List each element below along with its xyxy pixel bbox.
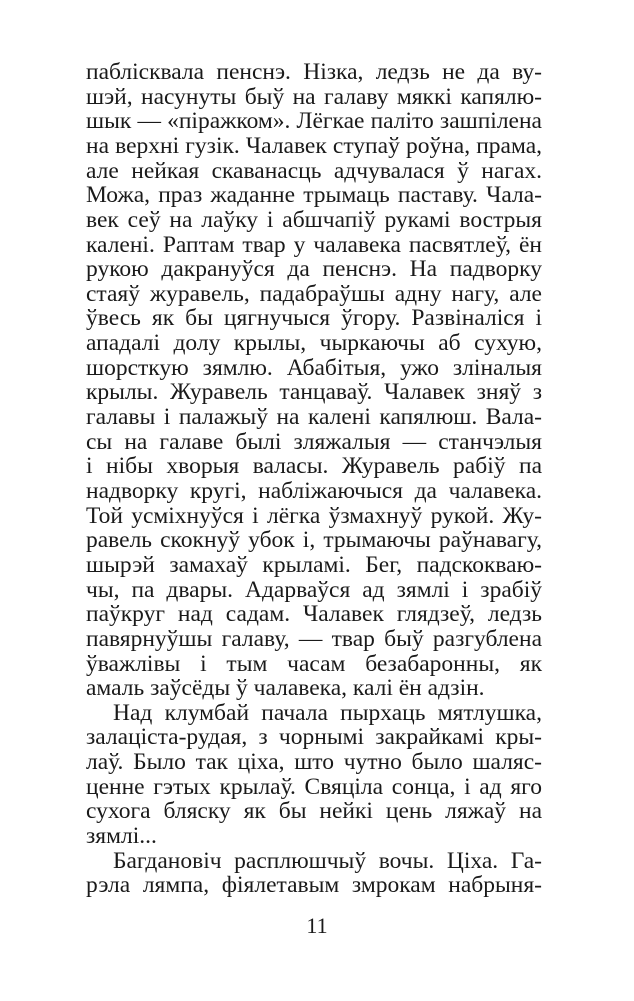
text-line: равель скокнуў убок і, трымаючы раўнавагу, bbox=[86, 527, 542, 554]
text-line: павярнуўшы галаву, — твар быў разгублена bbox=[86, 625, 542, 652]
text-line: сухога бляску як бы нейкі цень ляжаў на bbox=[86, 798, 542, 825]
text-line: паблісквала пенснэ. Нізка, ледзь не да ву- bbox=[86, 59, 542, 85]
text-line: ўважлівы і тым часам безабаронны, як bbox=[86, 650, 542, 677]
text-line: лаў. Было так ціха, што чутно было шаляс- bbox=[86, 749, 542, 776]
text-line: Той усміхнуўся і лёгка ўзмахнуў рукой. Жу- bbox=[86, 502, 542, 529]
text-line: чы, па двары. Адарваўся ад зямлі і зрабіў bbox=[86, 576, 542, 603]
text-line: амаль заўсёды ў чалавека, калі ён адзін. bbox=[86, 675, 485, 702]
text-line: Можа, праз жаданне трымаць паставу. Чала- bbox=[86, 182, 542, 209]
page-number: 11 bbox=[306, 913, 328, 938]
text-line: на верхні гузік. Чалавек ступаў роўна, прама, bbox=[86, 132, 542, 159]
text-line: рэла лямпа, фіялетавым змрокам набрыня- bbox=[86, 872, 542, 899]
text-line: ападалі долу крылы, чыркаючы аб сухую, bbox=[86, 330, 542, 357]
text-line: Багдановіч расплюшчыў вочы. Ціха. Га- bbox=[113, 847, 542, 874]
text-line: крылы. Журавель танцаваў. Чалавек зняў з bbox=[86, 379, 542, 406]
text-line: зямлі... bbox=[86, 823, 157, 850]
text-line: век сеў на лаўку і абшчапіў рукамі вострыя bbox=[86, 206, 542, 233]
text-line: галавы і палажыў на калені капялюш. Вала- bbox=[86, 404, 542, 431]
text-line: рукою дакрануўся да пенснэ. На падворку bbox=[86, 256, 542, 283]
text-line: шорсткую зямлю. Абабітыя, ужо зліналыя bbox=[86, 354, 542, 381]
text-line: ценне гэтых крылаў. Свяціла сонца, і ад яго bbox=[86, 773, 542, 800]
text-line: надворку кругі, набліжаючыся да чалавека. bbox=[86, 478, 542, 504]
text-line: ўвесь як бы цягнучыся ўгору. Развіналіся і bbox=[86, 305, 542, 332]
text-line: шык — «піражком». Лёгкае паліто зашпілена bbox=[86, 108, 542, 135]
text-line: і нібы хворыя валасы. Журавель рабіў па bbox=[86, 453, 542, 480]
text-line: але нейкая скаванасць адчувалася ў нагах. bbox=[86, 157, 542, 184]
text-line: шэй, насунуты быў на галаву мяккі капялю- bbox=[86, 83, 542, 110]
text-line: Над клумбай пачала пырхаць мятлушка, bbox=[113, 699, 542, 726]
text-line: стаяў журавель, падабраўшы адну нагу, але bbox=[86, 280, 542, 307]
text-line: сы на галаве былі зляжалыя — станчэлыя bbox=[86, 428, 542, 455]
text-line: залацiста-рудая, з чорнымі закрайкамі кры- bbox=[86, 724, 542, 751]
text-line: паўкруг над садам. Чалавек глядзеў, ледзь bbox=[86, 601, 542, 628]
text-line: калені. Раптам твар у чалавека пасвятлеў, ён bbox=[86, 231, 542, 258]
text-line: шырэй замахаў крыламі. Бег, падскокваю- bbox=[86, 551, 542, 578]
